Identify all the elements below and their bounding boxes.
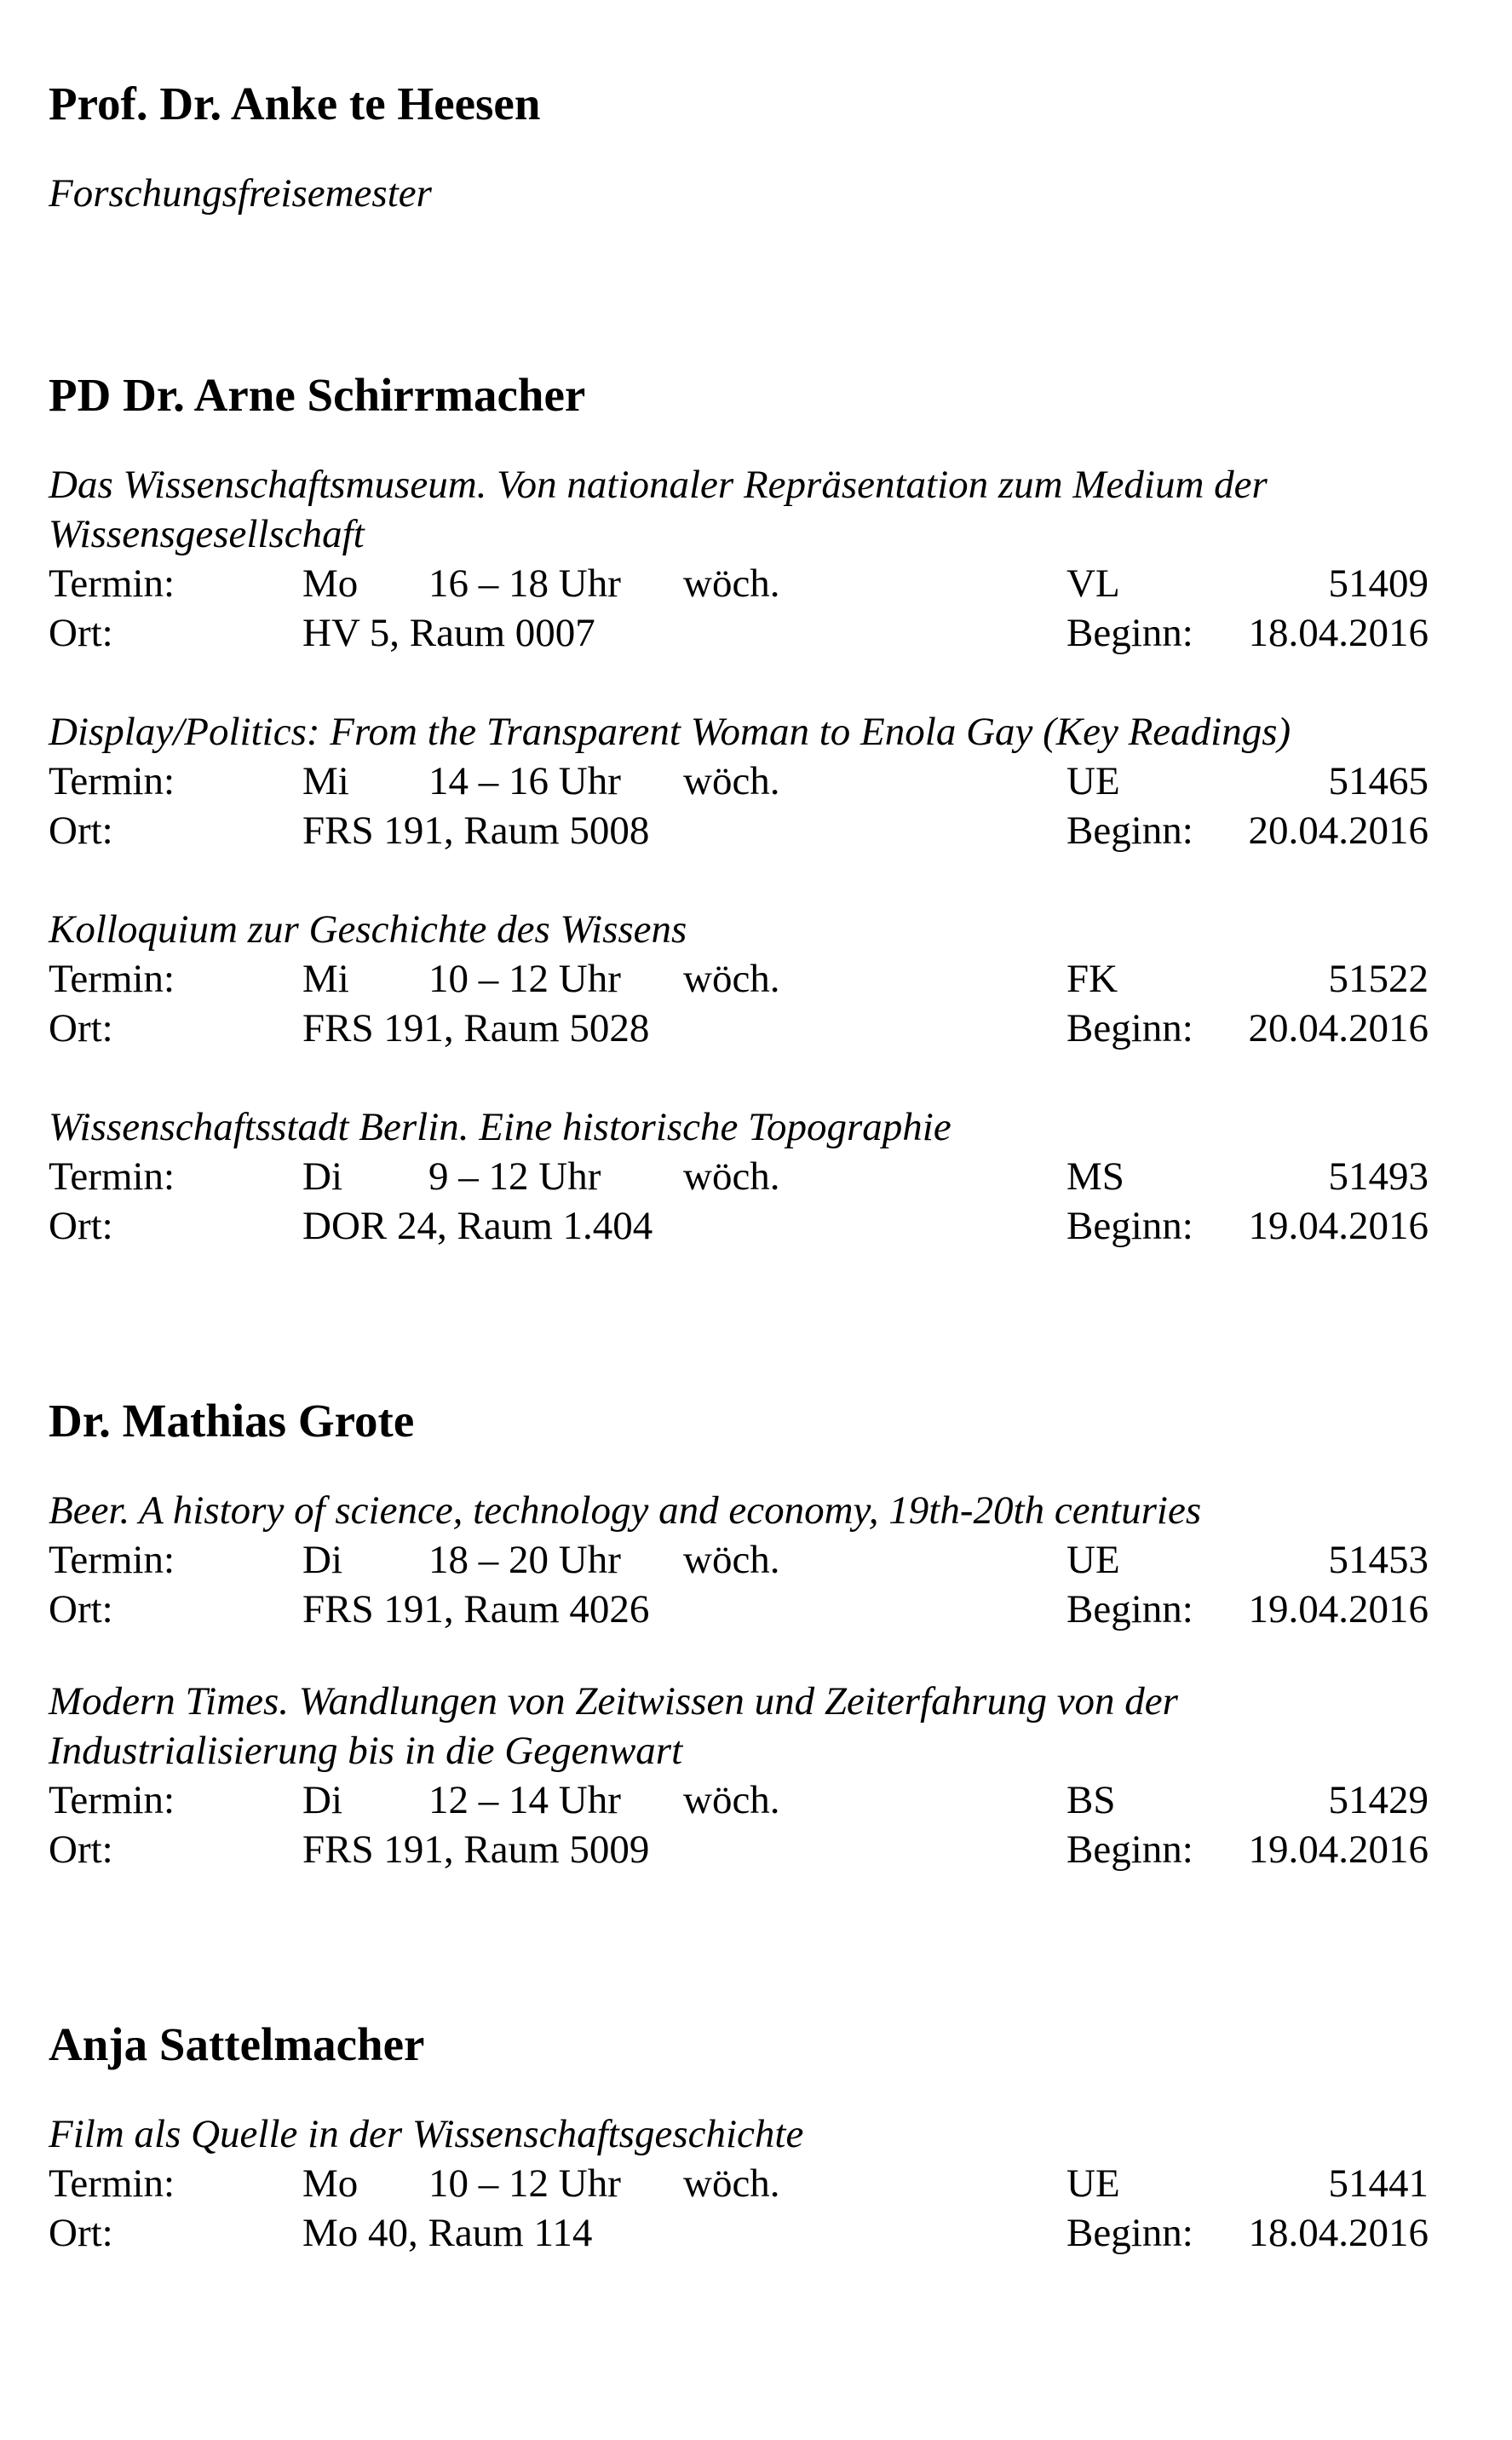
lecturer-section	[49, 361, 1429, 1387]
course-type: UE	[1066, 1538, 1120, 1582]
location-row	[49, 1585, 1429, 1634]
lecturer-name: Prof. Dr. Anke te Heesen	[49, 78, 541, 129]
termin-label: Termin:	[49, 759, 175, 803]
course-frequency: wöch.	[683, 1538, 780, 1582]
course-day: Mo	[302, 561, 359, 606]
course-entry	[49, 707, 1429, 855]
ort-label: Ort:	[49, 611, 113, 655]
schedule-row	[49, 559, 1429, 608]
course-time: 16 – 18 Uhr	[428, 561, 621, 606]
course-type: FK	[1066, 957, 1118, 1001]
course-day: Mi	[302, 957, 349, 1001]
course-entry	[49, 1102, 1429, 1251]
course-type: UE	[1066, 2161, 1120, 2206]
beginn-label: Beginn:	[1066, 1587, 1193, 1631]
course-type: UE	[1066, 759, 1120, 803]
lecturer-name: Dr. Mathias Grote	[49, 1395, 415, 1447]
termin-label: Termin:	[49, 1538, 175, 1582]
course-title: Beer. A history of science, technology and economy, 19th-20th centuries	[49, 1488, 1202, 1533]
course-start-date: 18.04.2016	[1248, 611, 1429, 655]
location-row	[49, 608, 1429, 658]
course-number: 51441	[1328, 2161, 1429, 2206]
beginn-label: Beginn:	[1066, 611, 1193, 655]
course-time: 9 – 12 Uhr	[428, 1154, 601, 1199]
course-time: 18 – 20 Uhr	[428, 1538, 621, 1582]
lecturer-name: Anja Sattelmacher	[49, 2018, 425, 2070]
course-start-date: 19.04.2016	[1248, 1827, 1429, 1872]
course-entry	[49, 1677, 1429, 1874]
ort-label: Ort:	[49, 1006, 113, 1050]
course-location: HV 5, Raum 0007	[302, 611, 595, 655]
lecturer-note: Forschungsfreisemester	[49, 171, 432, 216]
course-type: BS	[1066, 1778, 1116, 1822]
ort-label: Ort:	[49, 2211, 113, 2255]
course-title: Das Wissenschaftsmuseum. Von nationaler Repräsentation zum Medium der Wissensgesellschaft	[49, 463, 1268, 556]
location-row	[49, 2208, 1429, 2258]
course-number: 51465	[1328, 759, 1429, 803]
schedule-row	[49, 1152, 1429, 1201]
termin-label: Termin:	[49, 1154, 175, 1199]
course-frequency: wöch.	[683, 1154, 780, 1199]
course-number: 51522	[1328, 957, 1429, 1001]
course-title: Film als Quelle in der Wissenschaftsgeschichte	[49, 2112, 804, 2156]
course-location: FRS 191, Raum 5028	[302, 1006, 650, 1050]
course-number: 51453	[1328, 1538, 1429, 1582]
lecturer-section	[49, 1387, 1429, 2011]
course-day: Mi	[302, 759, 349, 803]
course-listing	[49, 70, 1429, 2258]
beginn-label: Beginn:	[1066, 1827, 1193, 1872]
schedule-row	[49, 954, 1429, 1004]
schedule-row	[49, 757, 1429, 806]
course-time: 10 – 12 Uhr	[428, 2161, 621, 2206]
location-row	[49, 1825, 1429, 1874]
course-type: MS	[1066, 1154, 1124, 1199]
course-number: 51493	[1328, 1154, 1429, 1199]
termin-label: Termin:	[49, 561, 175, 606]
course-start-date: 20.04.2016	[1248, 809, 1429, 853]
course-entry	[49, 1486, 1429, 1634]
course-title: Wissenschaftsstadt Berlin. Eine historische Topographie	[49, 1105, 951, 1149]
course-frequency: wöch.	[683, 957, 780, 1001]
location-row	[49, 1004, 1429, 1053]
lecturer-section	[49, 2011, 1429, 2258]
beginn-label: Beginn:	[1066, 1006, 1193, 1050]
course-title: Kolloquium zur Geschichte des Wissens	[49, 907, 687, 952]
schedule-row	[49, 2159, 1429, 2208]
course-title: Modern Times. Wandlungen von Zeitwissen und Zeiterfahrung von der Industrialisierung bis in die Gegenwart	[49, 1679, 1178, 1773]
course-entry	[49, 905, 1429, 1053]
termin-label: Termin:	[49, 957, 175, 1001]
ort-label: Ort:	[49, 1827, 113, 1872]
course-entry	[49, 2109, 1429, 2258]
course-entry	[49, 460, 1429, 658]
course-location: FRS 191, Raum 5009	[302, 1827, 650, 1872]
course-start-date: 18.04.2016	[1248, 2211, 1429, 2255]
course-location: FRS 191, Raum 4026	[302, 1587, 650, 1631]
ort-label: Ort:	[49, 1204, 113, 1248]
ort-label: Ort:	[49, 1587, 113, 1631]
course-start-date: 20.04.2016	[1248, 1006, 1429, 1050]
course-day: Di	[302, 1154, 342, 1199]
course-frequency: wöch.	[683, 2161, 780, 2206]
beginn-label: Beginn:	[1066, 1204, 1193, 1248]
schedule-row	[49, 1535, 1429, 1585]
termin-label: Termin:	[49, 1778, 175, 1822]
lecturer-name: PD Dr. Arne Schirrmacher	[49, 369, 586, 421]
course-time: 10 – 12 Uhr	[428, 957, 621, 1001]
course-frequency: wöch.	[683, 561, 780, 606]
course-location: DOR 24, Raum 1.404	[302, 1204, 653, 1248]
course-day: Di	[302, 1538, 342, 1582]
course-number: 51409	[1328, 561, 1429, 606]
course-number: 51429	[1328, 1778, 1429, 1822]
course-time: 12 – 14 Uhr	[428, 1778, 621, 1822]
course-day: Mo	[302, 2161, 359, 2206]
location-row	[49, 1201, 1429, 1251]
beginn-label: Beginn:	[1066, 809, 1193, 853]
ort-label: Ort:	[49, 809, 113, 853]
course-time: 14 – 16 Uhr	[428, 759, 621, 803]
schedule-row	[49, 1775, 1429, 1825]
course-day: Di	[302, 1778, 342, 1822]
course-frequency: wöch.	[683, 759, 780, 803]
course-start-date: 19.04.2016	[1248, 1204, 1429, 1248]
location-row	[49, 806, 1429, 855]
course-location: FRS 191, Raum 5008	[302, 809, 650, 853]
course-location: Mo 40, Raum 114	[302, 2211, 593, 2255]
course-title: Display/Politics: From the Transparent Woman to Enola Gay (Key Readings)	[49, 710, 1291, 754]
course-start-date: 19.04.2016	[1248, 1587, 1429, 1631]
termin-label: Termin:	[49, 2161, 175, 2206]
beginn-label: Beginn:	[1066, 2211, 1193, 2255]
lecturer-section	[49, 70, 1429, 361]
course-frequency: wöch.	[683, 1778, 780, 1822]
course-type: VL	[1066, 561, 1120, 606]
